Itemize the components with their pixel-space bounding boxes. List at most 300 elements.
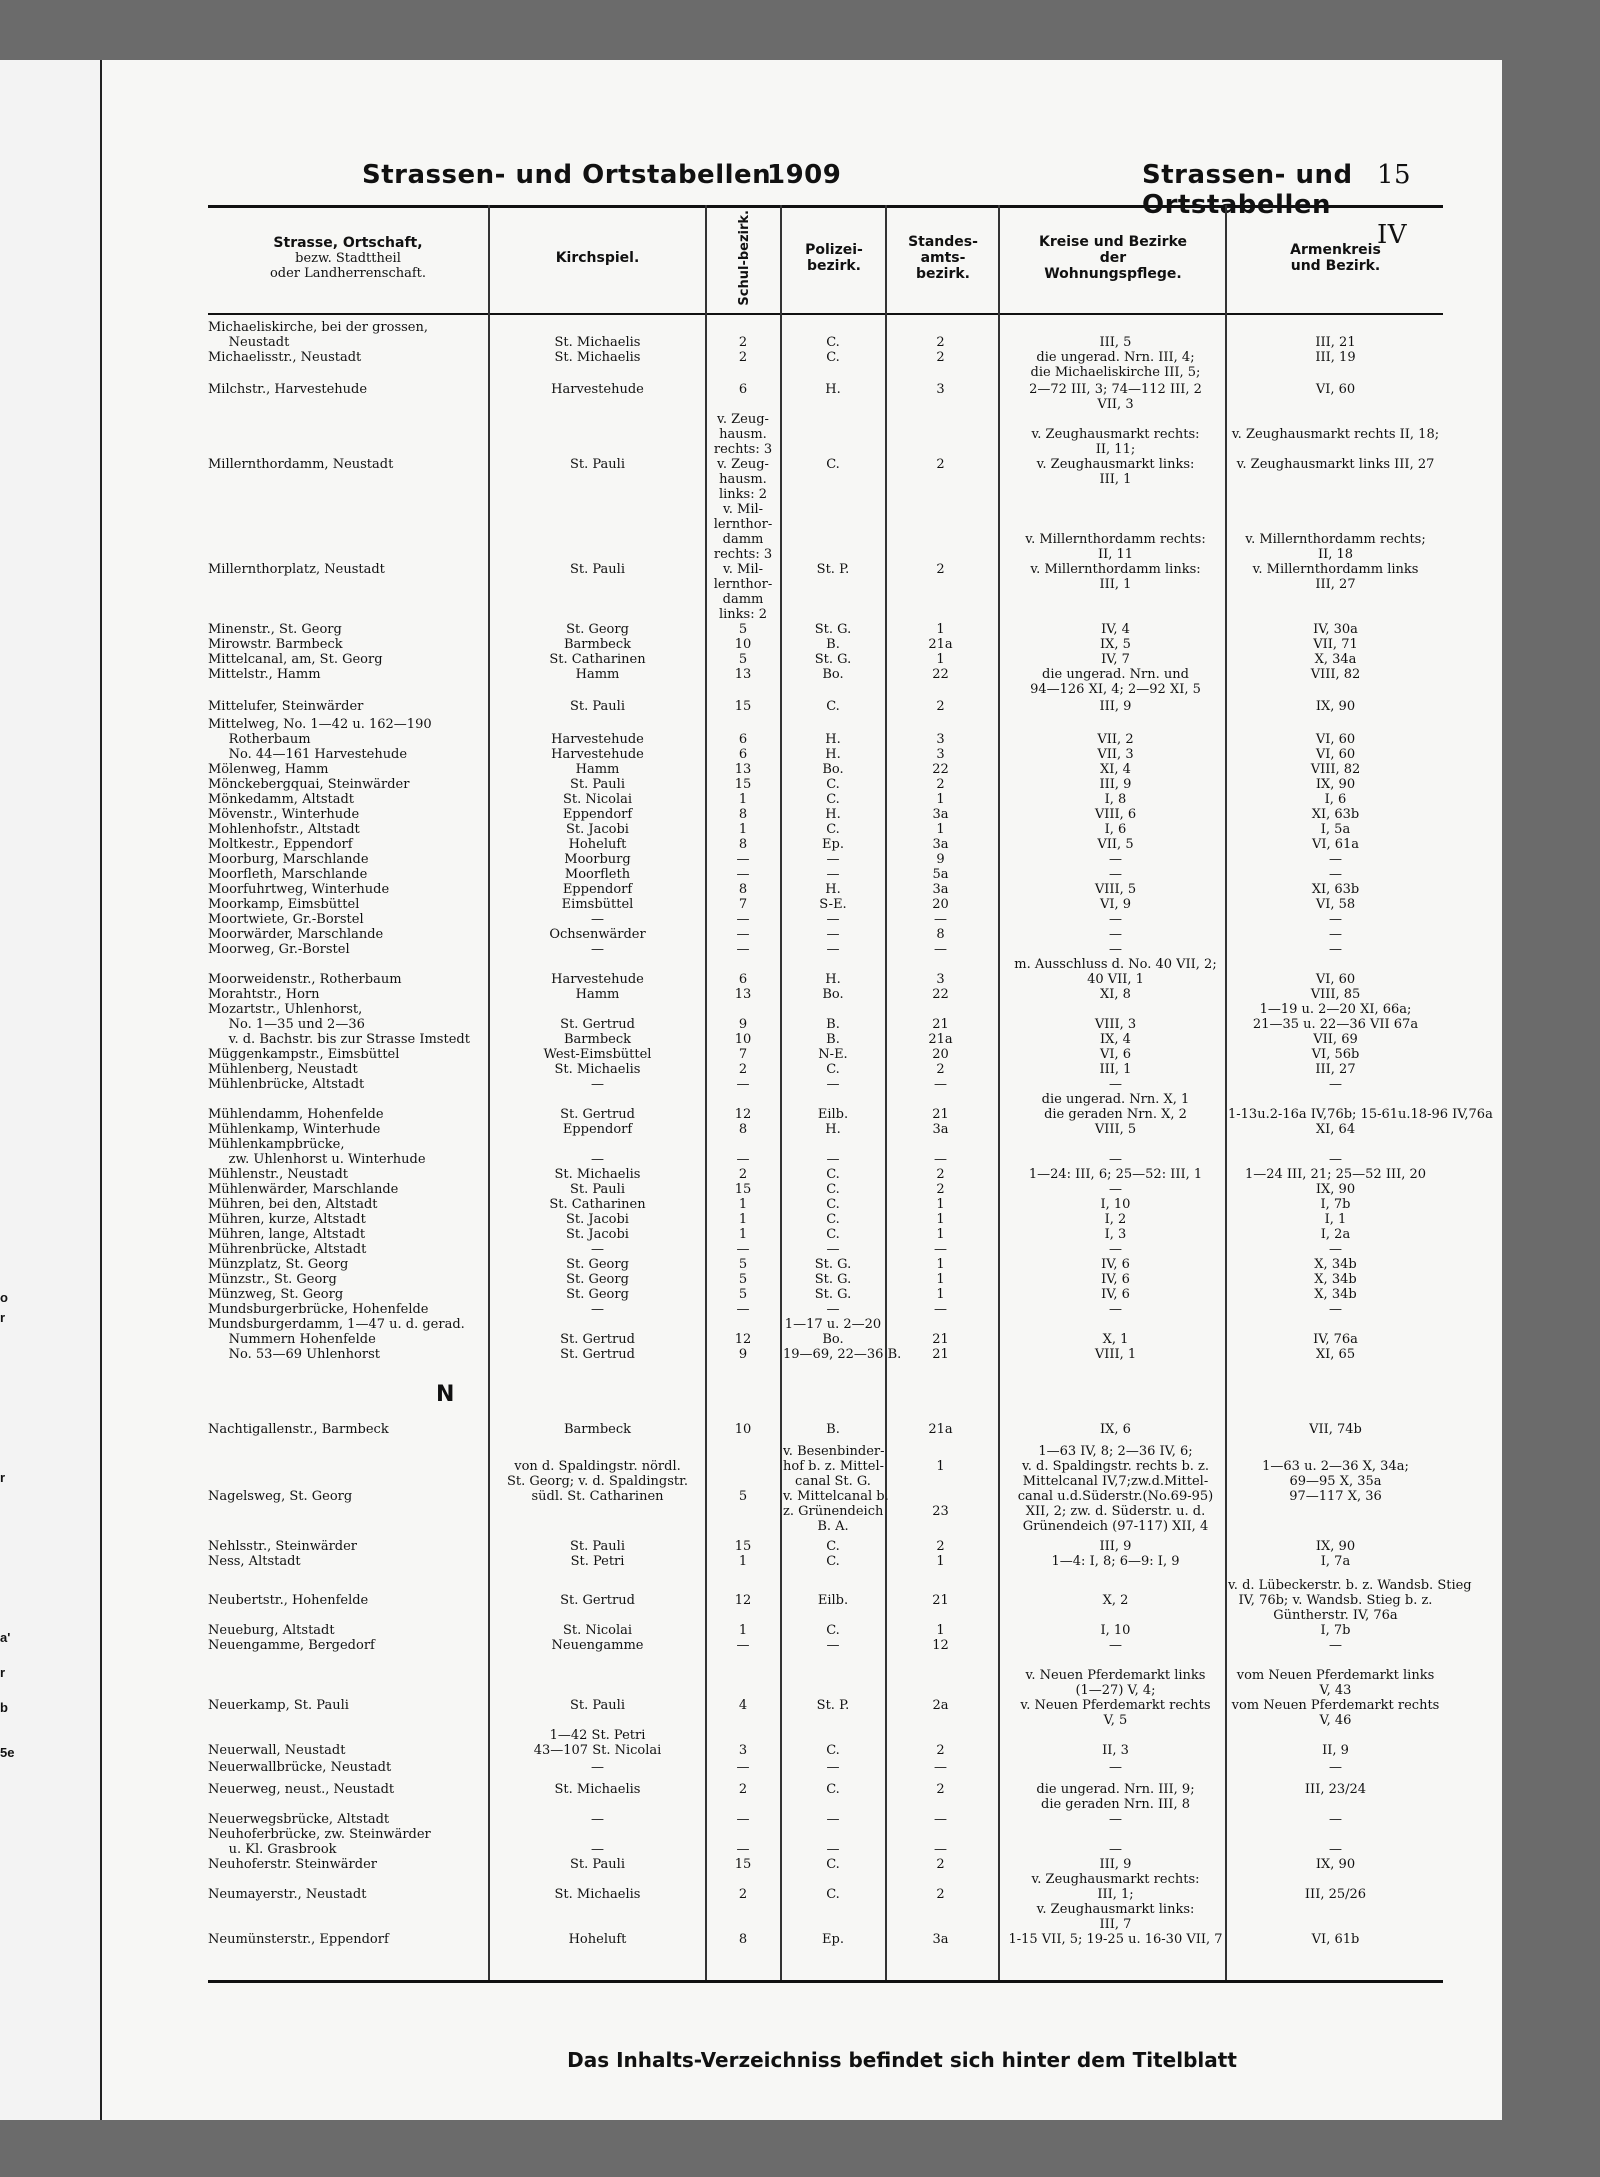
armenkreis-cell: 1—63 u. 2—36 X, 34a; 69—95 X, 35a 97—117 X, 36 <box>1262 1459 1409 1504</box>
polizeibezirk-cell: C. <box>826 1887 840 1902</box>
standesamt-cell: 22 <box>932 762 949 777</box>
kirchspiel-cell: Harvestehude <box>551 732 644 747</box>
table-row <box>208 382 1443 412</box>
polizeibezirk-cell: — <box>826 1842 840 1857</box>
schulbezirk-cell: 9 <box>738 1017 748 1032</box>
standesamt-cell: — <box>934 1152 947 1167</box>
kirchspiel-cell: — <box>591 1760 604 1775</box>
standesamt-cell: 22 <box>932 667 949 682</box>
kirchspiel-cell: — <box>591 1152 604 1167</box>
table-row <box>208 699 1443 717</box>
polizeibezirk-cell: C. <box>826 1212 840 1227</box>
kreise-cell: die ungerad. Nrn. III, 4; die Michaeliskirche III, 5; <box>1030 350 1201 380</box>
armenkreis-cell: — <box>1329 1638 1342 1653</box>
standesamt-cell: 3 <box>936 747 945 762</box>
street-cell: Neuerweg, neust., Neustadt <box>208 1782 395 1797</box>
armenkreis-cell: II, 9 <box>1322 1743 1349 1758</box>
schulbezirk-cell: 1 <box>738 822 748 837</box>
street-cell: Millernthordamm, Neustadt <box>208 457 394 472</box>
kreise-cell: die ungerad. Nrn. X, 1 die geraden Nrn. X, 2 <box>1041 1092 1190 1122</box>
street-cell: Mühlenberg, Neustadt <box>208 1062 358 1077</box>
standesamt-cell: — <box>934 912 947 927</box>
kirchspiel-cell: St. Gertrud <box>560 1017 635 1032</box>
standesamt-cell: 1 <box>936 1257 945 1272</box>
schulbezirk-cell: — <box>736 1242 750 1257</box>
kirchspiel-cell: — <box>591 1077 604 1092</box>
street-cell: Ness, Altstadt <box>208 1554 301 1569</box>
header-year: 1909 <box>767 160 842 190</box>
table-row <box>208 957 1443 987</box>
schulbezirk-cell: 3 <box>738 1743 748 1758</box>
armenkreis-cell: IV, 30a <box>1313 622 1358 637</box>
table-row <box>208 1167 1443 1182</box>
kreise-cell: I, 2 <box>1104 1212 1127 1227</box>
kreise-cell: III, 1; v. Zeughausmarkt links: III, 7 <box>1036 1887 1195 1932</box>
schulbezirk-cell: 9 <box>738 1347 748 1362</box>
schulbezirk-cell: 12 <box>734 1593 752 1608</box>
table-row <box>208 1827 1443 1842</box>
armenkreis-cell: VI, 60 <box>1315 747 1356 762</box>
schulbezirk-cell: — <box>736 1760 750 1775</box>
street-cell: Münzweg, St. Georg <box>208 1287 344 1302</box>
kirchspiel-cell: St. Pauli <box>570 1182 625 1197</box>
polizeibezirk-cell: H. <box>825 732 841 747</box>
polizeibezirk-cell: H. <box>825 807 841 822</box>
armenkreis-cell: VI, 56b <box>1311 1047 1360 1062</box>
standesamt-cell: 20 <box>932 1047 949 1062</box>
standesamt-cell: 2 <box>936 350 945 365</box>
kirchspiel-cell: St. Michaelis <box>554 1887 641 1902</box>
schulbezirk-cell: 2 <box>738 335 748 350</box>
standesamt-cell: 1 23 <box>932 1459 949 1519</box>
standesamt-cell: 21a <box>928 1032 953 1047</box>
street-cell: Mundsburgerdamm, 1—47 u. d. gerad. <box>208 1317 465 1332</box>
standesamt-cell: 2 <box>936 1782 945 1797</box>
street-cell: Mozartstr., Uhlenhorst, <box>208 1002 363 1017</box>
col-header-schulbezirk <box>708 205 780 310</box>
street-cell: Nummern Hohenfelde <box>208 1332 376 1347</box>
table-row <box>208 1197 1443 1212</box>
table-row <box>208 1047 1443 1062</box>
kreise-cell: 1—24: III, 6; 25—52: III, 1 <box>1028 1167 1203 1182</box>
polizeibezirk-cell: C. <box>826 1743 840 1758</box>
street-cell: Mühlendamm, Hohenfelde <box>208 1107 384 1122</box>
table-row <box>208 1578 1472 1623</box>
standesamt-cell: 22 <box>932 987 949 1002</box>
street-cell: Moorwärder, Marschlande <box>208 927 384 942</box>
standesamt-cell: 1 <box>936 1227 945 1242</box>
col-header-line: Schul-bezirk. <box>736 209 752 306</box>
armenkreis-cell: IV, 76a <box>1313 1332 1358 1347</box>
armenkreis-cell: III, 19 <box>1315 350 1356 365</box>
polizeibezirk-cell: C. <box>826 1197 840 1212</box>
street-cell: Moltkestr., Eppendorf <box>208 837 353 852</box>
kirchspiel-cell: St. Nicolai <box>562 1623 633 1638</box>
table-row <box>208 927 1443 942</box>
kreise-cell: — <box>1109 1182 1122 1197</box>
col-header-line: und Bezirk. <box>1290 257 1381 274</box>
col-header-standesamt <box>888 205 998 310</box>
armenkreis-cell: — <box>1329 1242 1342 1257</box>
street-cell: Neuerwall, Neustadt <box>208 1743 346 1758</box>
schulbezirk-cell: 13 <box>734 667 752 682</box>
kirchspiel-cell: St. Jacobi <box>566 1227 629 1242</box>
standesamt-cell: 21a <box>928 1422 953 1437</box>
street-cell: Mönckebergquai, Steinwärder <box>208 777 410 792</box>
schulbezirk-cell: 6 <box>738 972 748 987</box>
table-row <box>208 1668 1443 1728</box>
polizeibezirk-cell: N-E. <box>818 1047 848 1062</box>
polizeibezirk-cell: — <box>826 912 840 927</box>
kreise-cell: VIII, 3 <box>1094 1017 1137 1032</box>
kirchspiel-cell: Eppendorf <box>562 882 633 897</box>
armenkreis-cell: — <box>1329 942 1342 957</box>
street-cell: Neueburg, Altstadt <box>208 1623 335 1638</box>
table-row <box>208 732 1443 747</box>
street-cell: Münzplatz, St. Georg <box>208 1257 349 1272</box>
col-header-kreise <box>1001 205 1225 310</box>
table-row <box>208 822 1443 837</box>
standesamt-cell: 1 <box>936 1554 945 1569</box>
kirchspiel-cell: St. Jacobi <box>566 822 629 837</box>
standesamt-cell: 2 <box>936 1539 945 1554</box>
street-cell: Minenstr., St. Georg <box>208 622 342 637</box>
schulbezirk-cell: 10 <box>734 637 752 652</box>
kreise-cell: XI, 4 <box>1100 762 1131 777</box>
kirchspiel-cell: St. Pauli <box>570 777 625 792</box>
street-cell: Nehlsstr., Steinwärder <box>208 1539 358 1554</box>
kreise-cell: X, 1 <box>1102 1332 1129 1347</box>
kirchspiel-cell: West-Eimsbüttel <box>543 1047 652 1062</box>
standesamt-cell: 20 <box>932 897 949 912</box>
table-body <box>208 320 1493 1947</box>
table-row <box>208 1242 1443 1257</box>
standesamt-cell: 21a <box>928 637 953 652</box>
kirchspiel-cell: St. Gertrud <box>560 1332 635 1347</box>
standesamt-cell: 2 <box>936 1743 945 1758</box>
street-cell: Mühren, bei den, Altstadt <box>208 1197 378 1212</box>
armenkreis-cell: VII, 74b <box>1309 1422 1362 1437</box>
kirchspiel-cell: St. Catharinen <box>549 652 646 667</box>
kreise-cell: VIII, 6 <box>1094 807 1137 822</box>
kirchspiel-cell: St. Pauli <box>570 562 625 577</box>
street-cell: Mohlenhofstr., Altstadt <box>208 822 360 837</box>
schulbezirk-cell: — <box>736 927 750 942</box>
street-cell: Michaelisstr., Neustadt <box>208 350 362 365</box>
table-row <box>208 942 1443 957</box>
schulbezirk-cell: 8 <box>738 1932 748 1947</box>
polizeibezirk-cell: — <box>826 867 840 882</box>
table-row <box>208 1212 1443 1227</box>
street-cell: Mührenbrücke, Altstadt <box>208 1242 367 1257</box>
armenkreis-cell: 1-13u.2-16a IV,76b; 15-61u.18-96 IV,76a <box>1228 1107 1493 1122</box>
kreise-cell: v. Zeughausmarkt rechts: II, 11; v. Zeughausmarkt links: III, 1 <box>1031 427 1200 487</box>
street-cell: Neumünsterstr., Eppendorf <box>208 1932 389 1947</box>
schulbezirk-cell: 8 <box>738 1122 748 1137</box>
kreise-cell: IX, 4 <box>1100 1032 1131 1047</box>
polizeibezirk-cell: B. <box>826 1032 840 1047</box>
kirchspiel-cell: von d. Spaldingstr. nördl. St. Georg; v. d. Spaldingstr. südl. St. Catharinen <box>506 1459 689 1504</box>
kirchspiel-cell: St. Michaelis <box>554 350 641 365</box>
armenkreis-cell: I, 7b <box>1320 1623 1351 1638</box>
kirchspiel-cell: Eppendorf <box>562 807 633 822</box>
polizeibezirk-cell: B. <box>826 1017 840 1032</box>
table-row <box>208 792 1443 807</box>
kirchspiel-cell: St. Georg <box>566 1257 629 1272</box>
street-cell: v. d. Bachstr. bis zur Strasse Imstedt <box>208 1032 470 1047</box>
col-header-line: Armenkreis <box>1290 241 1381 258</box>
armenkreis-cell: III, 21 <box>1315 335 1356 350</box>
schulbezirk-cell: 6 <box>738 382 748 397</box>
schulbezirk-cell: 5 <box>738 1272 748 1287</box>
col-header-line: der <box>1099 249 1127 266</box>
street-cell: Münzstr., St. Georg <box>208 1272 337 1287</box>
street-cell: Neuerwegsbrücke, Altstadt <box>208 1812 390 1827</box>
armenkreis-cell: v. Millernthordamm rechts; II, 18 v. Millernthordamm links III, 27 <box>1245 532 1426 592</box>
table-row <box>208 1332 1443 1347</box>
standesamt-cell: — <box>934 1077 947 1092</box>
street-cell: Moorburg, Marschlande <box>208 852 369 867</box>
kreise-cell: IX, 5 <box>1100 637 1131 652</box>
margin-letter: r <box>0 1665 6 1680</box>
table-row <box>208 652 1443 667</box>
kirchspiel-cell: St. Pauli <box>570 1698 625 1713</box>
polizeibezirk-cell: S-E. <box>819 897 847 912</box>
table-bottom-rule <box>208 1980 1443 1983</box>
armenkreis-cell: — <box>1329 1077 1342 1092</box>
armenkreis-cell: VIII, 82 <box>1310 762 1361 777</box>
schulbezirk-cell: 2 <box>738 350 748 365</box>
kirchspiel-cell: Barmbeck <box>563 1422 632 1437</box>
kirchspiel-cell: — <box>591 1842 604 1857</box>
kirchspiel-cell: St. Catharinen <box>549 1197 646 1212</box>
table-row <box>208 667 1443 699</box>
col-header-line: amts- <box>920 249 966 266</box>
col-header-armenkreis <box>1228 205 1443 310</box>
schulbezirk-cell: 5 <box>738 1287 748 1302</box>
table-row <box>208 1032 1443 1047</box>
kreise-cell: IV, 6 <box>1101 1287 1130 1302</box>
kreise-cell: VII, 5 <box>1097 837 1134 852</box>
schulbezirk-cell: 12 <box>734 1332 752 1347</box>
street-cell: Mölenweg, Hamm <box>208 762 329 777</box>
standesamt-cell: 2 <box>936 562 945 577</box>
street-cell: Mövenstr., Winterhude <box>208 807 360 822</box>
polizeibezirk-cell: Bo. <box>822 762 844 777</box>
polizeibezirk-cell: — <box>826 1812 840 1827</box>
kreise-cell: — <box>1109 1842 1122 1857</box>
kreise-cell: VII, 2 <box>1097 732 1134 747</box>
polizeibezirk-cell: 19—69, 22—36 B. <box>783 1347 902 1362</box>
standesamt-cell: 3a <box>932 1932 949 1947</box>
street-cell: Mönkedamm, Altstadt <box>208 792 355 807</box>
standesamt-cell: 3a <box>932 882 949 897</box>
schulbezirk-cell: — <box>736 1812 750 1827</box>
polizeibezirk-cell: C. <box>826 1623 840 1638</box>
kirchspiel-cell: — <box>591 942 604 957</box>
standesamt-cell: — <box>934 1302 947 1317</box>
kirchspiel-cell: St. Pauli <box>570 1857 625 1872</box>
margin-letter: o <box>0 1290 8 1305</box>
margin-letter: a' <box>0 1630 11 1645</box>
table-row <box>208 1932 1443 1947</box>
table-row <box>208 1227 1443 1242</box>
armenkreis-cell: IX, 90 <box>1315 1182 1356 1197</box>
street-cell: Mirowstr. Barmbeck <box>208 637 343 652</box>
kreise-cell: — <box>1109 1638 1122 1653</box>
table-row <box>208 1002 1443 1017</box>
street-cell: Mühlenstr., Neustadt <box>208 1167 348 1182</box>
polizeibezirk-cell: C. <box>826 1227 840 1242</box>
table-row <box>208 1287 1443 1302</box>
table-row <box>208 1317 1443 1332</box>
col-header-line: Wohnungspflege. <box>1044 265 1182 282</box>
schulbezirk-cell: 5 <box>738 1489 748 1504</box>
standesamt-cell: 2 <box>936 699 945 714</box>
table-row <box>208 987 1443 1002</box>
standesamt-cell: 3 <box>936 972 945 987</box>
kreise-cell: — <box>1109 1152 1122 1167</box>
schulbezirk-cell: 6 <box>738 747 748 762</box>
footer-note: Das Inhalts-Verzeichniss befindet sich hinter dem Titelblatt <box>567 2048 1237 2072</box>
kirchspiel-cell: Hamm <box>575 762 620 777</box>
section-letter-text: N <box>436 1382 455 1407</box>
polizeibezirk-cell: C. <box>826 335 840 350</box>
kirchspiel-cell: St. Gertrud <box>560 1107 635 1122</box>
kreise-cell: X, 2 <box>1102 1593 1129 1608</box>
table-row <box>208 837 1443 852</box>
table-row <box>208 1782 1443 1812</box>
polizeibezirk-cell: — <box>826 1302 840 1317</box>
polizeibezirk-cell: — <box>826 852 840 867</box>
table-row <box>208 807 1443 822</box>
schulbezirk-cell: 8 <box>738 882 748 897</box>
schulbezirk-cell: 1 <box>738 1623 748 1638</box>
table-row <box>208 1539 1443 1554</box>
kreise-cell: III, 9 <box>1099 1539 1132 1554</box>
armenkreis-cell: vom Neuen Pferdemarkt links V, 43 vom Neuen Pferdemarkt rechts V, 46 <box>1231 1668 1440 1728</box>
col-header-line: Strasse, Ortschaft, <box>273 234 423 251</box>
kreise-cell: IV, 6 <box>1101 1257 1130 1272</box>
table-row <box>208 1077 1443 1092</box>
schulbezirk-cell: 10 <box>734 1422 752 1437</box>
street-cell: Mittelcanal, am, St. Georg <box>208 652 383 667</box>
kreise-cell: III, 9 <box>1099 777 1132 792</box>
street-cell: Michaeliskirche, bei der grossen, Neustadt <box>208 320 428 350</box>
standesamt-cell: 1 <box>936 1212 945 1227</box>
schulbezirk-cell: 5 <box>738 1257 748 1272</box>
kirchspiel-cell: St. Pauli <box>570 699 625 714</box>
armenkreis-cell: VII, 69 <box>1313 1032 1358 1047</box>
kreise-cell: I, 3 <box>1104 1227 1127 1242</box>
polizeibezirk-cell: C. <box>826 777 840 792</box>
kirchspiel-cell: Ochsenwärder <box>549 927 646 942</box>
table-row <box>208 1760 1443 1782</box>
street-cell: Mühlenkampbrücke, <box>208 1137 345 1152</box>
polizeibezirk-cell: Eilb. <box>817 1107 849 1122</box>
armenkreis-cell: III, 27 <box>1315 1062 1356 1077</box>
kirchspiel-cell: Harvestehude <box>551 747 644 762</box>
polizeibezirk-cell: — <box>826 1242 840 1257</box>
polizeibezirk-cell: — <box>826 1638 840 1653</box>
table-row <box>208 1062 1443 1077</box>
standesamt-cell: 1 <box>936 1623 945 1638</box>
document-page <box>100 60 1502 2120</box>
schulbezirk-cell: 1 <box>738 1554 748 1569</box>
standesamt-cell: 1 <box>936 1272 945 1287</box>
schulbezirk-cell: — <box>736 1638 750 1653</box>
polizeibezirk-cell: St. P. <box>816 562 850 577</box>
table-row <box>208 622 1443 637</box>
kreise-cell: — <box>1109 912 1122 927</box>
polizeibezirk-cell: C. <box>826 822 840 837</box>
kirchspiel-cell: Harvestehude <box>551 972 644 987</box>
margin-letter: b <box>0 1700 8 1715</box>
street-cell: Moortwiete, Gr.-Borstel <box>208 912 364 927</box>
table-row <box>208 1623 1443 1638</box>
table-row <box>208 1554 1443 1578</box>
kreise-cell: die ungerad. Nrn. III, 9; die geraden Nrn. III, 8 <box>1036 1782 1195 1812</box>
col-header-kirchspiel: Kirchspiel. <box>555 249 640 266</box>
schulbezirk-cell: — <box>736 1152 750 1167</box>
table-row <box>208 1638 1443 1668</box>
kreise-cell: — <box>1109 1302 1122 1317</box>
schulbezirk-cell: 2 <box>738 1887 748 1902</box>
standesamt-cell: 3a <box>932 837 949 852</box>
armenkreis-cell: — <box>1329 1302 1342 1317</box>
table-row <box>208 897 1443 912</box>
margin-letter: r <box>0 1310 6 1325</box>
kreise-cell: — <box>1109 942 1122 957</box>
street-cell: Neuhoferstr. Steinwärder <box>208 1857 377 1872</box>
armenkreis-cell: I, 7b <box>1320 1197 1351 1212</box>
armenkreis-cell: I, 2a <box>1320 1227 1351 1242</box>
kirchspiel-cell: Hoheluft <box>568 1932 627 1947</box>
polizeibezirk-cell: — <box>826 1077 840 1092</box>
polizeibezirk-cell: H. <box>825 882 841 897</box>
standesamt-cell: 2 <box>936 457 945 472</box>
kreise-cell: die ungerad. Nrn. und 94—126 XI, 4; 2—92 XI, 5 <box>1030 667 1201 697</box>
standesamt-cell: 21 <box>932 1332 949 1347</box>
polizeibezirk-cell: C. <box>826 1182 840 1197</box>
schulbezirk-cell: 1 <box>738 792 748 807</box>
standesamt-cell: 21 <box>932 1593 949 1608</box>
polizeibezirk-cell: Ep. <box>822 1932 844 1947</box>
street-cell: No. 1—35 und 2—36 <box>208 1017 365 1032</box>
table-row <box>208 412 1443 502</box>
armenkreis-cell: IX, 90 <box>1315 1539 1356 1554</box>
table-row <box>208 1347 1443 1362</box>
standesamt-cell: 8 <box>936 927 945 942</box>
polizeibezirk-cell: C. <box>826 1062 840 1077</box>
polizeibezirk-cell: — <box>826 1152 840 1167</box>
schulbezirk-cell: 4 <box>738 1698 748 1713</box>
polizeibezirk-cell: C. <box>826 1167 840 1182</box>
polizeibezirk-cell: v. Besenbinder- hof b. z. Mittel- canal St. G. v. Mittelcanal b. z. Grünendeich B. A. <box>783 1444 889 1534</box>
standesamt-cell: 1 <box>936 1197 945 1212</box>
schulbezirk-cell: 15 <box>734 1539 752 1554</box>
street-cell: Moorkamp, Eimsbüttel <box>208 897 360 912</box>
table-row <box>208 1842 1443 1857</box>
polizeibezirk-cell: Ep. <box>822 837 844 852</box>
kreise-cell: — <box>1109 1760 1122 1775</box>
armenkreis-cell: v. Zeughausmarkt rechts II, 18; v. Zeughausmarkt links III, 27 <box>1231 427 1440 472</box>
standesamt-cell: 3 <box>936 382 945 397</box>
schulbezirk-cell: 12 <box>734 1107 752 1122</box>
table-row <box>208 1857 1443 1887</box>
kirchspiel-cell: — <box>591 1302 604 1317</box>
polizeibezirk-cell: C. <box>826 457 840 472</box>
